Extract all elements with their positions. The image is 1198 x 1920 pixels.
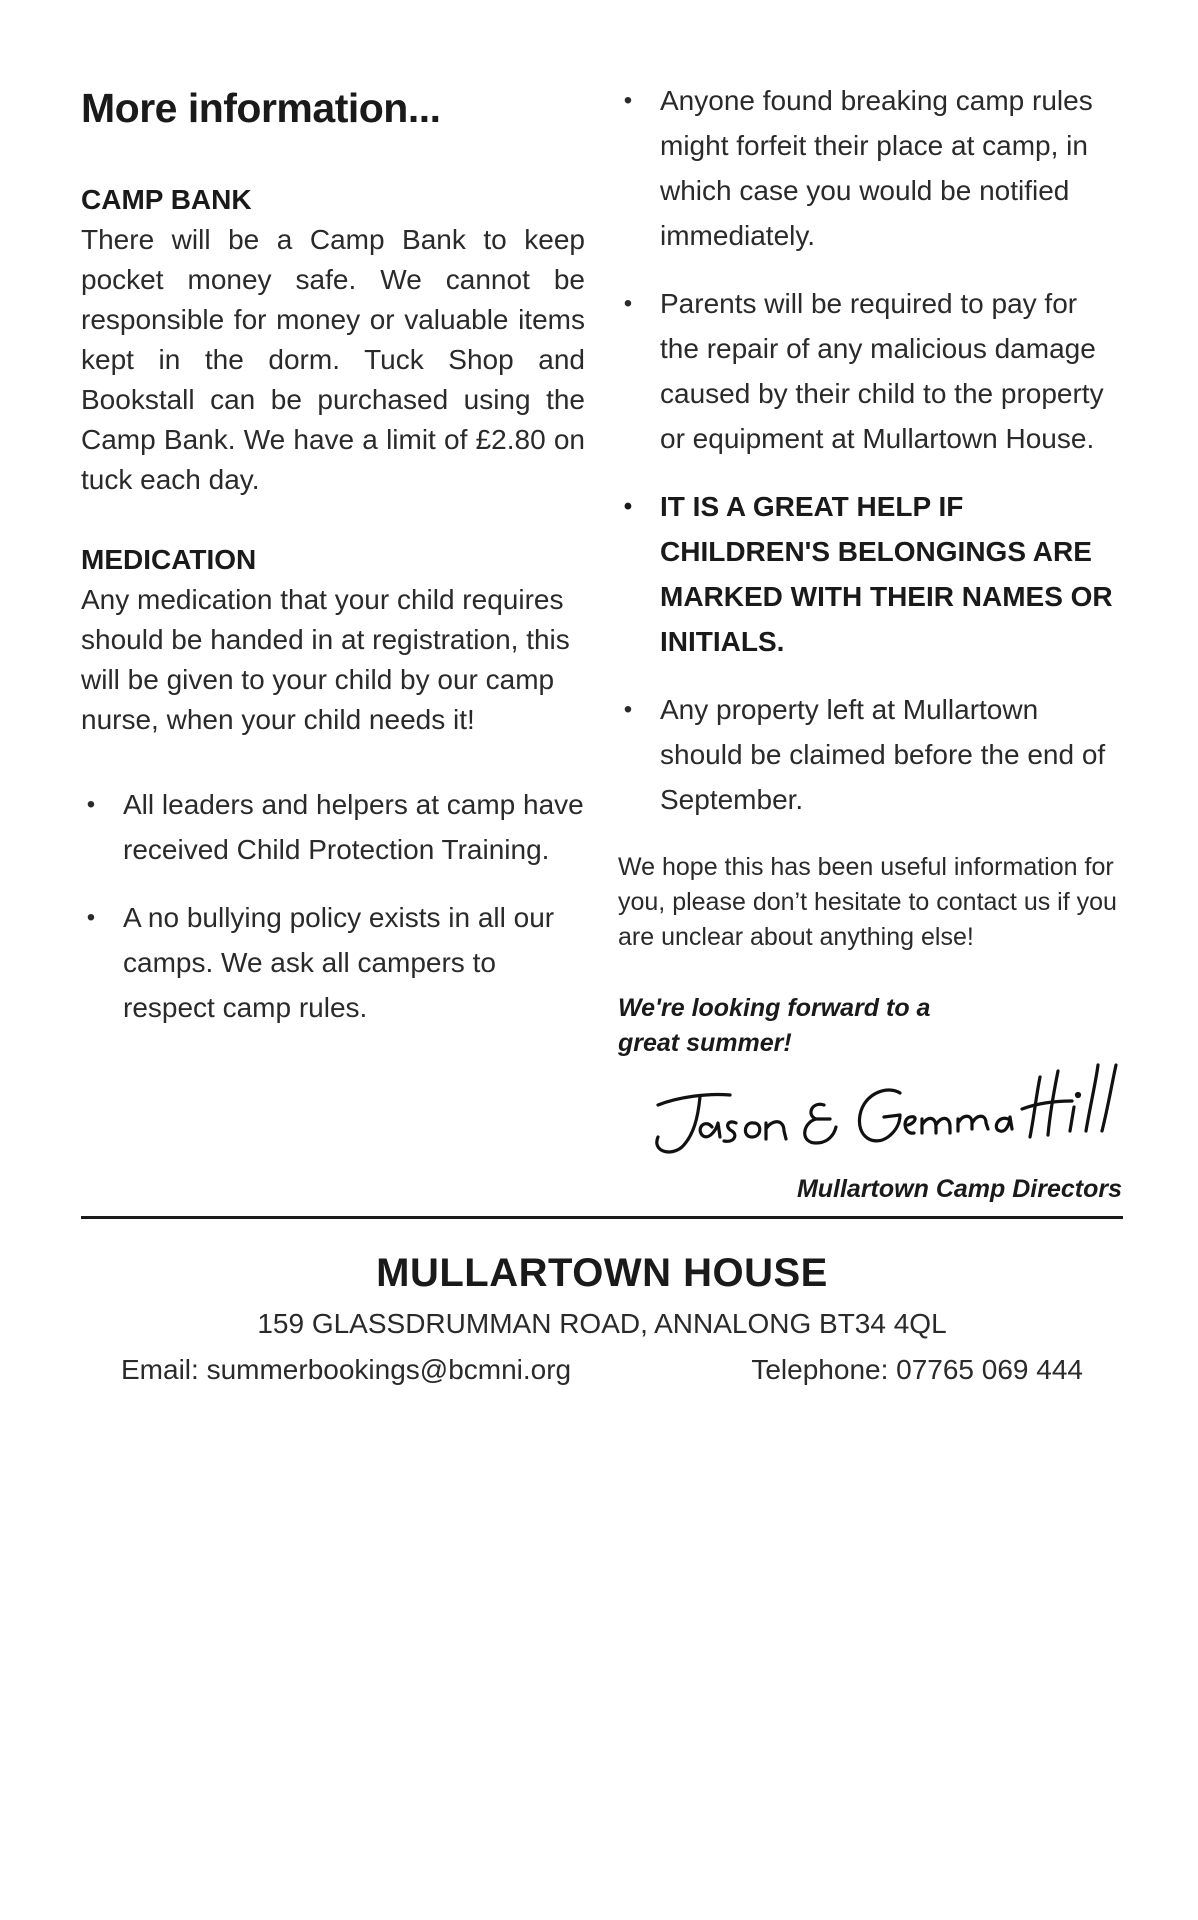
medication-section — [81, 540, 585, 740]
directors-title: Mullartown Camp Directors — [796, 1175, 1122, 1203]
signoff-text: We're looking forward to a great summer! — [618, 994, 931, 1057]
bullet-text: All leaders and helpers at camp have received Child Protection Training. — [123, 789, 584, 865]
bullet-icon: • — [86, 791, 96, 818]
list-item — [618, 687, 1122, 822]
list-item — [81, 782, 585, 872]
bullet-text: A no bullying policy exists in all our camps. We ask all campers to respect camp rules. — [123, 902, 555, 1023]
bullet-icon: • — [86, 904, 96, 931]
telephone-text: Telephone: 07765 069 444 — [751, 1354, 1083, 1385]
camp-bank-body: There will be a Camp Bank to keep pocket money safe. We cannot be responsible for money or valuable items kept in the dorm. Tuck Shop and Bookstall can be purchased using the Camp Bank. We have a limit of £2.80 on tuck each day. — [81, 224, 585, 495]
medication-body: Any medication that your child requires should be handed in at registration, this will be given to your child by our camp nurse, when your child needs it! — [81, 584, 570, 735]
right-bullet-list — [618, 78, 1122, 822]
list-item — [618, 78, 1122, 258]
footer-divider — [81, 1216, 1123, 1219]
list-item — [81, 895, 585, 1030]
bullet-text: Parents will be required to pay for the repair of any malicious damage caused by their child to the property or equipment at Mullartown House. — [660, 288, 1104, 454]
camp-bank-section — [81, 180, 585, 500]
left-bullet-list — [81, 782, 585, 1030]
footer-contacts — [81, 1348, 1123, 1392]
bullet-icon: • — [623, 493, 633, 520]
footer-title: MULLARTOWN HOUSE — [376, 1251, 828, 1295]
left-column — [81, 80, 585, 1053]
bullet-icon: • — [623, 87, 633, 114]
list-item — [618, 281, 1122, 461]
medication-heading: MEDICATION — [81, 544, 257, 575]
signature — [618, 1057, 1122, 1167]
camp-bank-heading: CAMP BANK — [81, 184, 252, 215]
bullet-text: Any property left at Mullartown should be claimed before the end of September. — [660, 694, 1106, 815]
list-item — [618, 484, 1122, 664]
signature-image — [638, 1057, 1128, 1167]
footer — [81, 1246, 1123, 1392]
footer-address: 159 GLASSDRUMMAN ROAD, ANNALONG BT34 4QL — [257, 1308, 947, 1339]
email-text: Email: summerbookings@bcmni.org — [121, 1354, 572, 1385]
closing-text: We hope this has been useful information for you, please don’t hesitate to contact us if you are unclear about anything else! — [618, 853, 1117, 951]
bullet-text: IT IS A GREAT HELP IF CHILDREN'S BELONGINGS ARE MARKED WITH THEIR NAMES OR INITIALS. — [660, 491, 1113, 657]
bullet-icon: • — [623, 696, 633, 723]
page-title: More information... — [81, 85, 441, 131]
bullet-text: Anyone found breaking camp rules might forfeit their place at camp, in which case you would be notified immediately. — [660, 85, 1093, 251]
bullet-icon: • — [623, 290, 633, 317]
right-column — [618, 78, 1122, 1204]
